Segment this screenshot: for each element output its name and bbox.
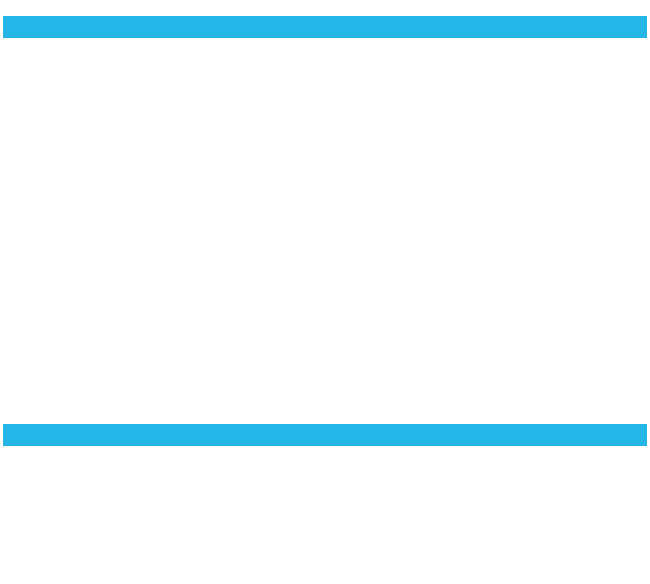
subtitle	[3, 424, 647, 446]
chart-title	[3, 16, 647, 38]
